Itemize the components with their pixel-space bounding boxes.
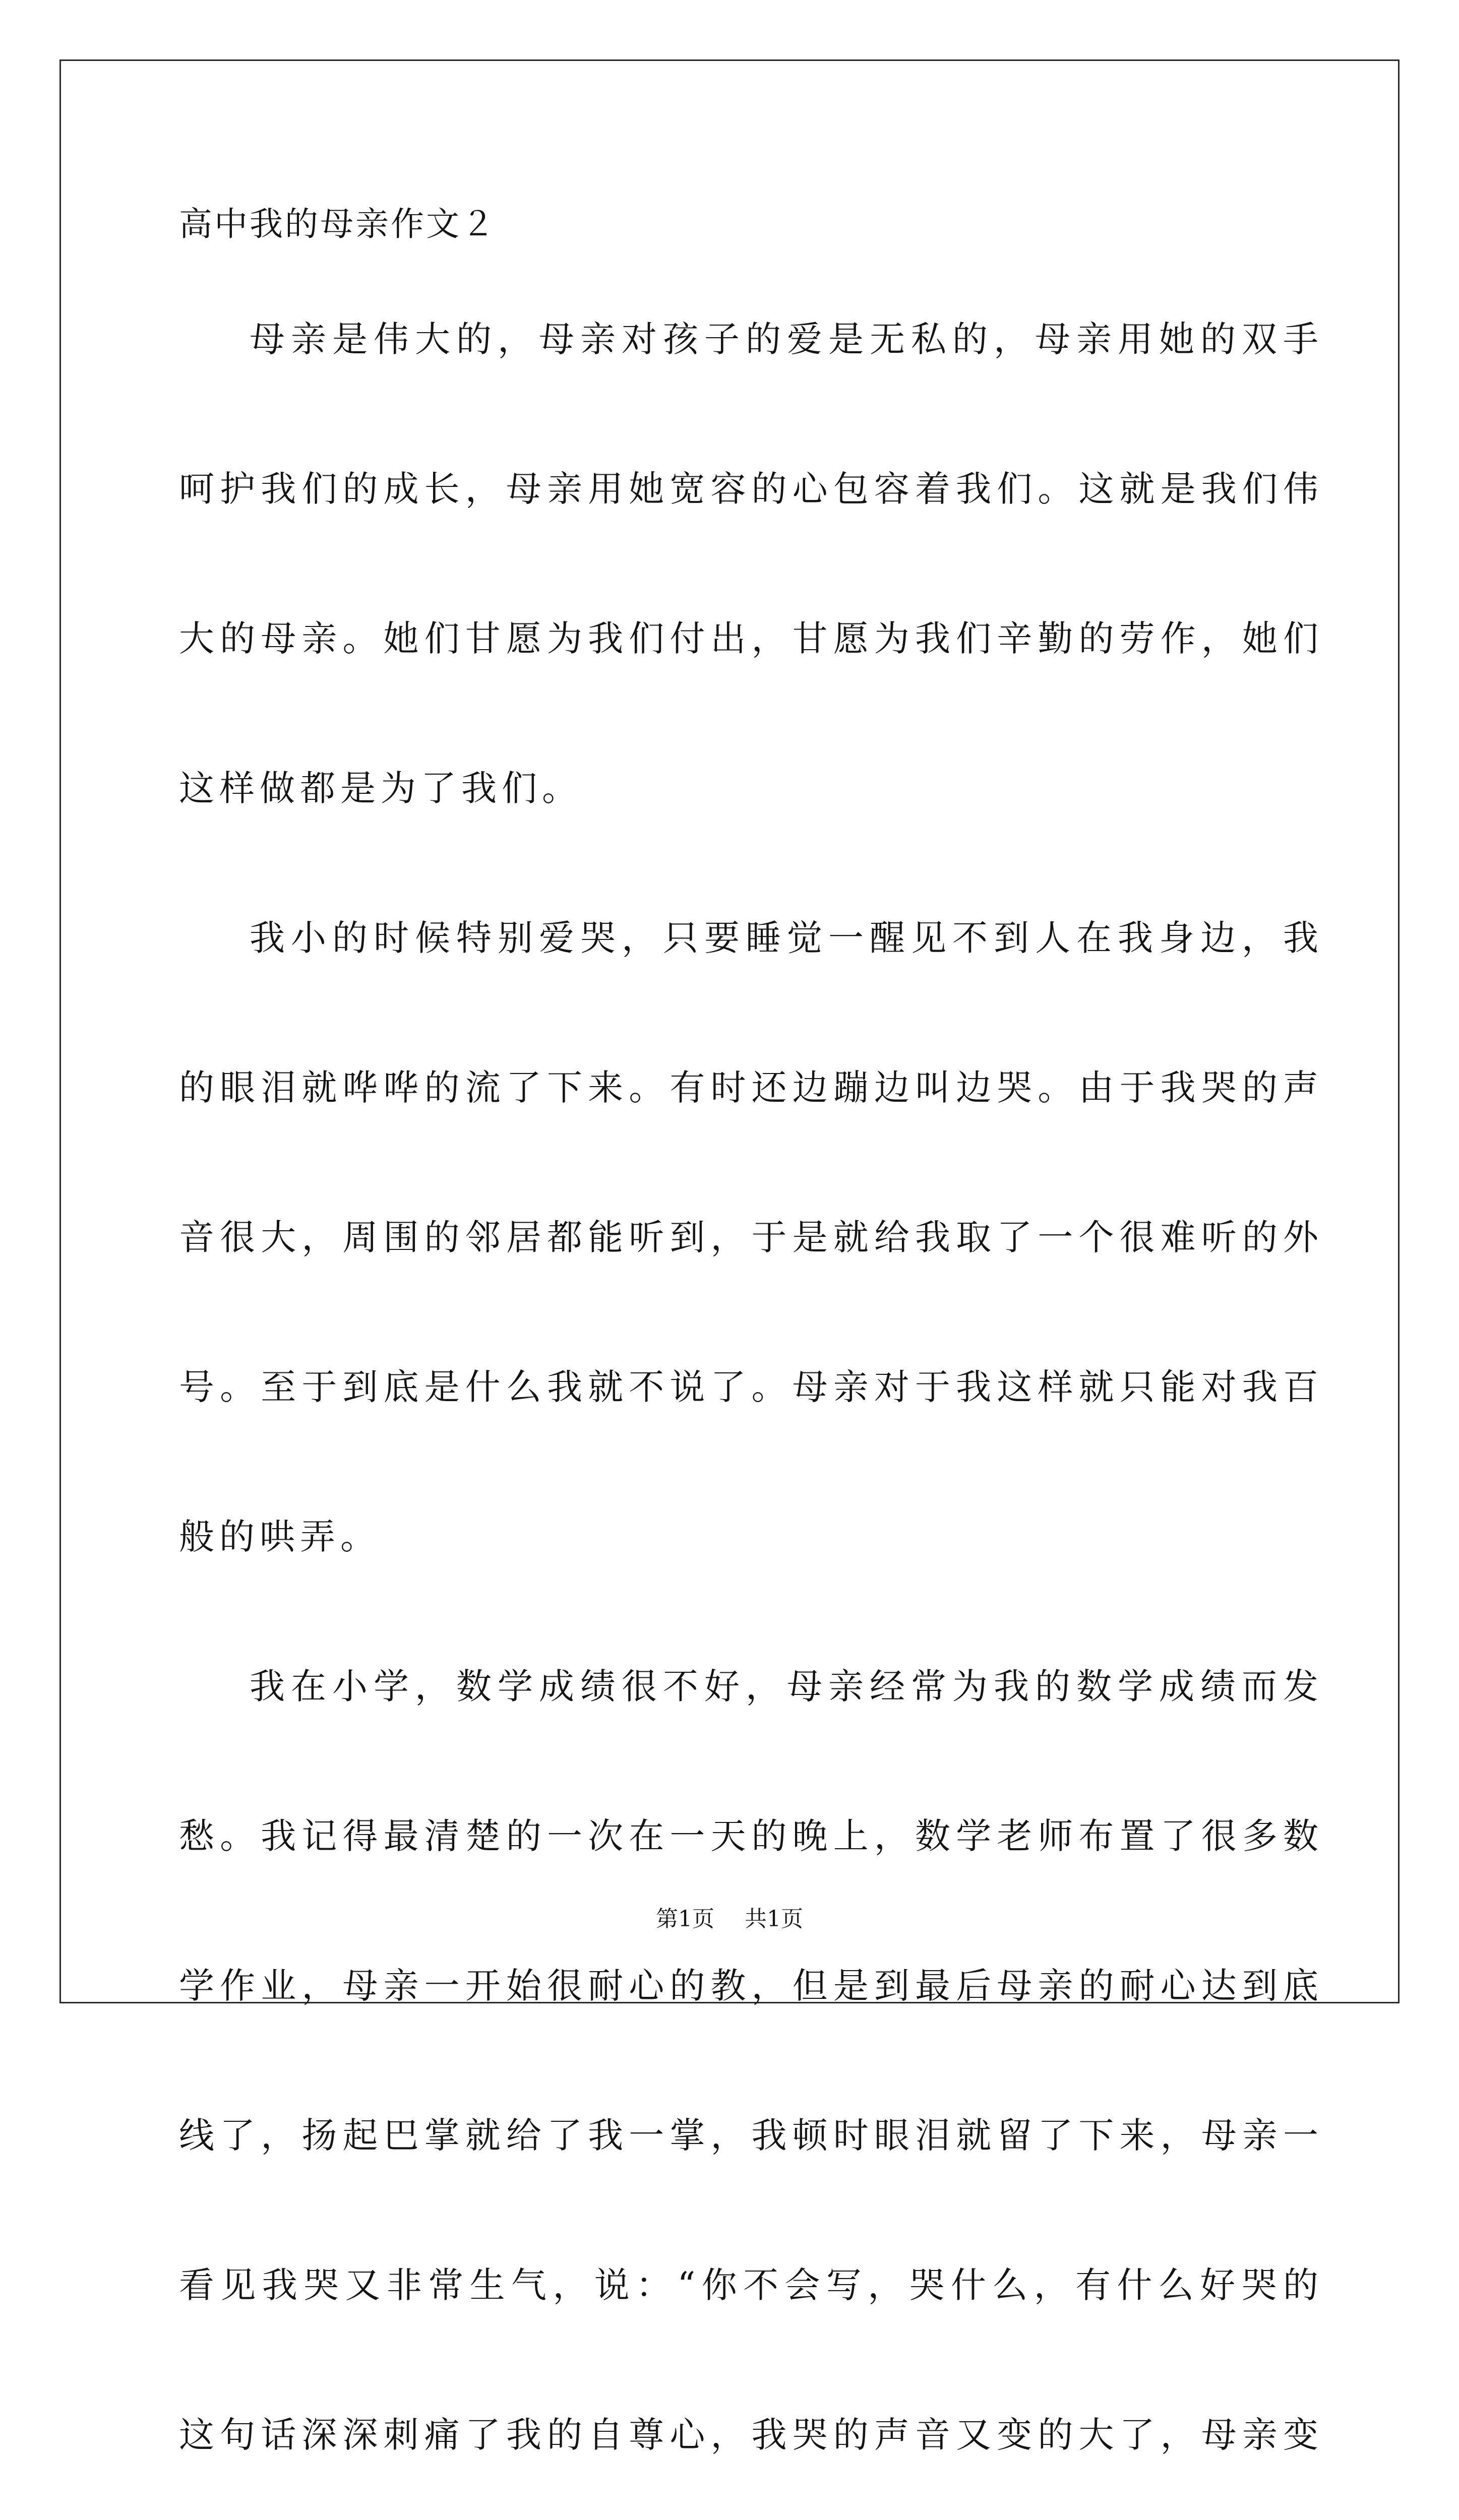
page-footer [0,1904,1459,1934]
paragraph-3: 我在小学，数学成绩很不好，母亲经常为我的数学成绩而发愁。我记得最清楚的一次在一天的晚上，数学老师布置了很多数学作业，母亲一开始很耐心的教，但是到最后母亲的耐心达到底线了，扬起巴掌就给了我一掌，我顿时眼泪就留了下来，母亲一看见我哭又非常生气，说：“你不会写，哭什么，有什么好哭的这句话深深刺痛了我的自尊心，我哭的声音又变的大了，母亲变 [179,1666,1323,2455]
paragraph-2: 我小的时候特别爱哭，只要睡觉一醒见不到人在我身边，我的眼泪就哗哗的流了下来。有时还边蹦边叫边哭。由于我哭的声音很大，周围的邻居都能听到，于是就给我取了一个很难听的外号。至于到底是什么我就不说了。母亲对于我这样就只能对我百般的哄弄。 [179,917,1323,1557]
document-title: 高中我的母亲作文２ [179,205,497,243]
page-total: 共1页 [745,1906,803,1932]
page-number: 第1页 [656,1906,714,1932]
document-body [179,265,1323,2520]
paragraph-1: 母亲是伟大的，母亲对孩子的爱是无私的，母亲用她的双手呵护我们的成长，母亲用她宽容的心包容着我们。这就是我们伟大的母亲。她们甘愿为我们付出，甘愿为我们辛勤的劳作，她们这样做都是为了我们。 [179,319,1323,809]
